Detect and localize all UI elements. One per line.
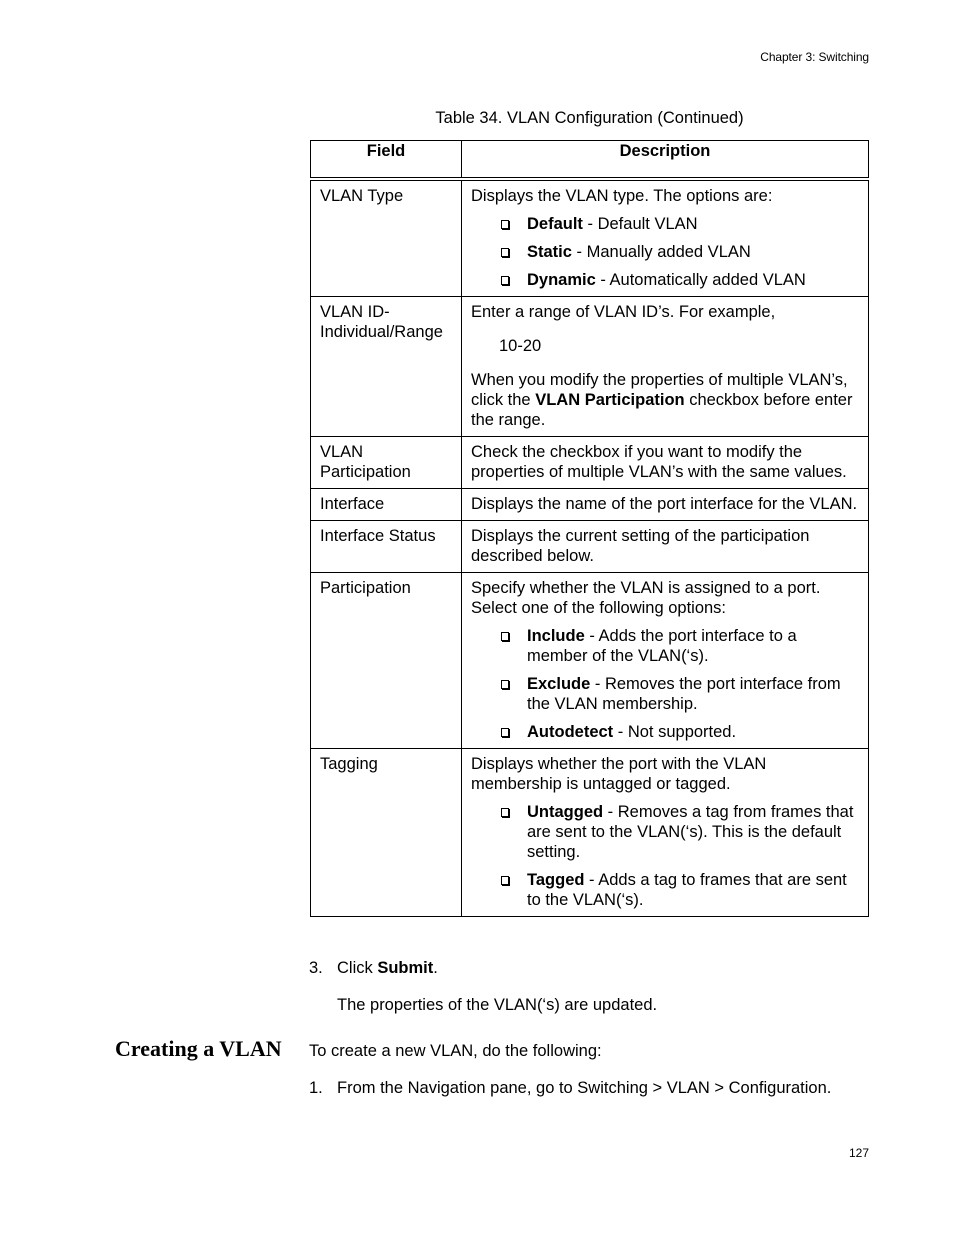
checkbox-bullet-icon bbox=[501, 728, 509, 737]
option-item bbox=[471, 626, 860, 666]
option-term: Tagged bbox=[527, 871, 585, 889]
field-cell: Participation bbox=[311, 573, 462, 749]
option-item bbox=[471, 214, 860, 234]
field-cell: VLAN Type bbox=[311, 179, 462, 297]
step-result: The properties of the VLAN(‘s) are updated. bbox=[337, 996, 658, 1014]
option-text: - Adds the port interface to a member of the VLAN(‘s). bbox=[527, 627, 797, 665]
option-term: Untagged bbox=[527, 803, 604, 821]
option-item bbox=[471, 270, 860, 290]
checkbox-bullet-icon bbox=[501, 808, 509, 817]
step-number: 3. bbox=[309, 959, 323, 977]
page-number: 127 bbox=[848, 1146, 869, 1160]
table-row bbox=[311, 521, 869, 573]
option-term: Dynamic bbox=[527, 271, 596, 289]
step-text: Click bbox=[337, 959, 378, 977]
description-text: Specify whether the VLAN is assigned to a port. Select one of the following options: bbox=[471, 579, 821, 617]
step-number: 1. bbox=[309, 1079, 323, 1097]
step-bold-term: Submit bbox=[377, 959, 434, 977]
option-term: Autodetect bbox=[527, 723, 614, 741]
table-row bbox=[311, 489, 869, 521]
description-text: Displays whether the port with the VLAN membership is untagged or tagged. bbox=[471, 755, 767, 793]
description-text: Displays the VLAN type. The options are: bbox=[471, 187, 773, 205]
table-row bbox=[311, 437, 869, 489]
description-cell bbox=[462, 573, 869, 749]
option-item bbox=[471, 802, 860, 862]
option-text: - Adds a tag to frames that are sent to the VLAN(‘s). bbox=[527, 871, 847, 909]
description-cell: Displays the name of the port interface for the VLAN. bbox=[462, 489, 869, 521]
table-row bbox=[311, 297, 869, 437]
field-cell: Interface Status bbox=[311, 521, 462, 573]
field-cell: VLAN ID-Individual/Range bbox=[311, 297, 462, 437]
option-term: Default bbox=[527, 215, 583, 233]
step-text: . bbox=[433, 959, 438, 977]
description-cell bbox=[462, 749, 869, 917]
option-term: Include bbox=[527, 627, 585, 645]
description-cell bbox=[462, 297, 869, 437]
field-cell: VLAN Participation bbox=[311, 437, 462, 489]
description-note bbox=[471, 370, 860, 430]
option-text: - Removes a tag from frames that are sent to the VLAN(‘s). This is the default setting. bbox=[527, 803, 854, 861]
checkbox-bullet-icon bbox=[501, 248, 509, 257]
option-item bbox=[471, 722, 860, 742]
example-value: 10-20 bbox=[499, 337, 542, 355]
checkbox-bullet-icon bbox=[501, 632, 509, 641]
procedure-step bbox=[309, 1079, 831, 1098]
checkbox-bullet-icon bbox=[501, 220, 509, 229]
option-text: - Default VLAN bbox=[582, 215, 698, 233]
note-bold-term: VLAN Participation bbox=[535, 391, 685, 409]
vlan-configuration-table bbox=[310, 140, 869, 917]
option-text: - Removes the port interface from the VLAN membership. bbox=[527, 675, 841, 713]
procedure-step bbox=[309, 959, 438, 978]
option-text: - Not supported. bbox=[613, 723, 737, 741]
checkbox-bullet-icon bbox=[501, 276, 509, 285]
table-caption: Table 34. VLAN Configuration (Continued) bbox=[435, 109, 744, 127]
description-cell bbox=[462, 179, 869, 297]
column-header-field: Field bbox=[311, 141, 462, 180]
section-heading: Creating a VLAN bbox=[115, 1036, 282, 1061]
option-term: Static bbox=[527, 243, 572, 261]
table-row bbox=[311, 573, 869, 749]
field-cell: Interface bbox=[311, 489, 462, 521]
option-term: Exclude bbox=[527, 675, 591, 693]
note-text: When you modify the properties of multiple VLAN’s, click the bbox=[471, 371, 848, 409]
option-text: - Manually added VLAN bbox=[571, 243, 751, 261]
step-text: From the Navigation pane, go to Switching > VLAN > Configuration. bbox=[337, 1079, 832, 1097]
table-row bbox=[311, 749, 869, 917]
checkbox-bullet-icon bbox=[501, 876, 509, 885]
option-text: - Automatically added VLAN bbox=[595, 271, 806, 289]
table-header-row bbox=[311, 141, 869, 180]
option-item bbox=[471, 870, 860, 910]
description-cell: Check the checkbox if you want to modify the properties of multiple VLAN’s with the same values. bbox=[462, 437, 869, 489]
checkbox-bullet-icon bbox=[501, 680, 509, 689]
table-row bbox=[311, 179, 869, 297]
description-text: Enter a range of VLAN ID’s. For example, bbox=[471, 303, 776, 321]
description-cell: Displays the current setting of the participation described below. bbox=[462, 521, 869, 573]
note-text: checkbox before enter the range. bbox=[471, 391, 853, 429]
section-intro: To create a new VLAN, do the following: bbox=[309, 1042, 602, 1060]
field-cell: Tagging bbox=[311, 749, 462, 917]
option-item bbox=[471, 242, 860, 262]
column-header-description: Description bbox=[462, 141, 869, 180]
running-header: Chapter 3: Switching bbox=[760, 50, 869, 64]
option-item bbox=[471, 674, 860, 714]
